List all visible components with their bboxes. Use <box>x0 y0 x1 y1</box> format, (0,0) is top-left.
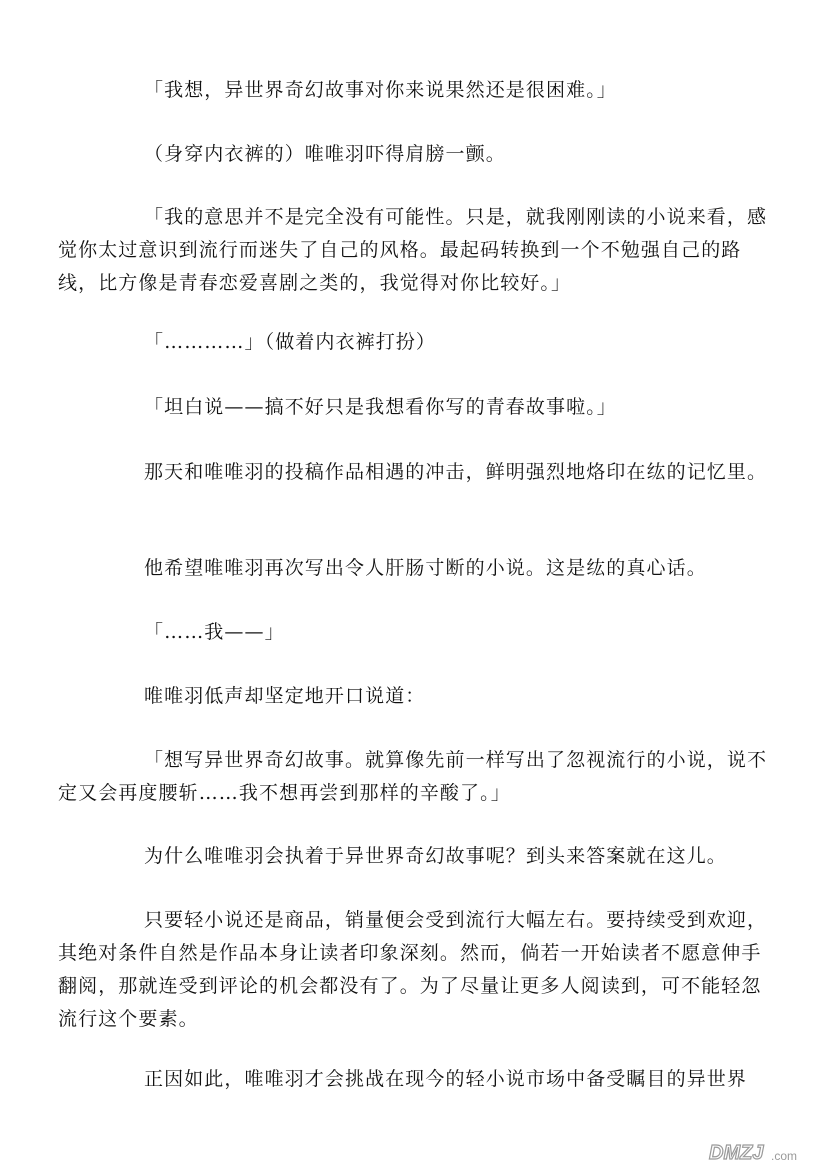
paragraph-9: 唯唯羽低声却坚定地开口说道： <box>144 685 426 707</box>
paragraph-13: 正因如此，唯唯羽才会挑战在现今的轻小说市场中备受瞩目的异世界 <box>144 1068 748 1090</box>
paragraph-7: 他希望唯唯羽再次写出令人肝肠寸断的小说。这是纮的真心话。 <box>144 557 707 579</box>
svg-text:DMZJ: DMZJ <box>709 1142 764 1164</box>
site-watermark-logo <box>705 1139 815 1165</box>
paragraph-2: （身穿内衣裤的）唯唯羽吓得肩膀一颤。 <box>144 143 506 165</box>
paragraph-1: 「我想，异世界奇幻故事对你来说果然还是很困难。」 <box>144 79 617 101</box>
paragraph-11: 为什么唯唯羽会执着于异世界奇幻故事呢？到头来答案就在这儿。 <box>144 845 727 867</box>
paragraph-6: 那天和唯唯羽的投稿作品相遇的冲击，鲜明强烈地烙印在纮的记忆里。 <box>144 461 768 483</box>
watermark-icon <box>705 1139 815 1165</box>
paragraph-8: 「……我——」 <box>144 621 285 643</box>
paragraph-12: 只要轻小说还是商品，销量便会受到流行大幅左右。要持续受到欢迎，其绝对条件自然是作品本身让读者印象深刻。然而，倘若一开始读者不愿意伸手翻阅，那就连受到评论的机会都没有了。为了尽量让更多人阅读到，可不能轻忽流行这个要素。 <box>58 909 768 1030</box>
paragraph-4: 「…………」（做着内衣裤打扮） <box>144 331 437 353</box>
paragraph-3: 「我的意思并不是完全没有可能性。只是，就我刚刚读的小说来看，感觉你太过意识到流行而迷失了自己的风格。最起码转换到一个不勉强自己的路线，比方像是青春恋爱喜剧之类的，我觉得对你比较好。」 <box>58 206 768 294</box>
svg-text:.com: .com <box>771 1149 798 1163</box>
paragraph-10: 「想写异世界奇幻故事。就算像先前一样写出了忽视流行的小说，说不定又会再度腰斩……我不想再尝到那样的辛酸了。」 <box>58 749 768 804</box>
paragraph-5: 「坦白说——搞不好只是我想看你写的青春故事啦。」 <box>144 396 617 418</box>
